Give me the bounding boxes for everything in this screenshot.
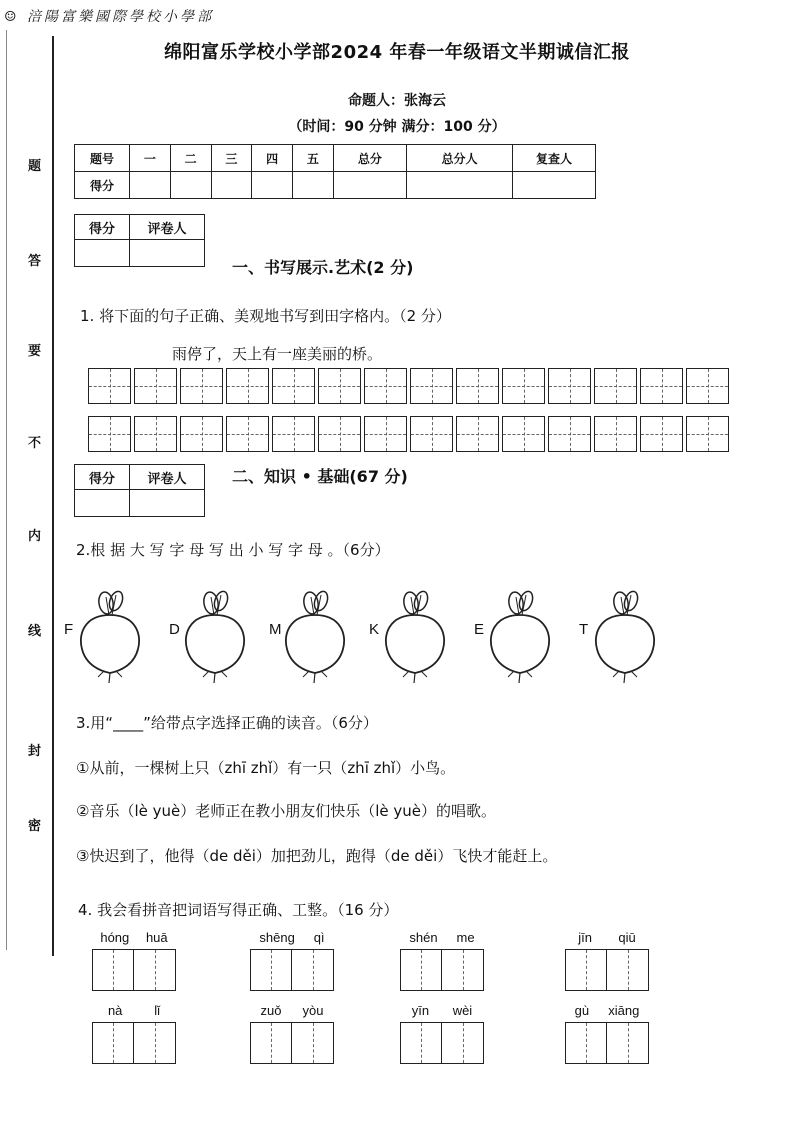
writing-box-cell[interactable]: [442, 1022, 484, 1064]
pinyin-syllable: shēng: [259, 930, 295, 945]
grader-score-label: 得分: [75, 465, 130, 490]
score-header-cell: 一: [130, 145, 171, 172]
writing-box-cell[interactable]: [292, 949, 334, 991]
pinyin-label: [92, 930, 176, 945]
tianzige-cell[interactable]: [410, 416, 453, 452]
setter-line: 命题人：张海云: [348, 93, 446, 109]
tianzige-cell[interactable]: [640, 416, 683, 452]
score-cell[interactable]: [130, 172, 171, 199]
binding-edge-line: [6, 30, 7, 950]
grader-table-1: [74, 214, 205, 267]
score-table-score-row: [75, 172, 596, 199]
pinyin-label: [400, 930, 484, 945]
margin-char: 要: [28, 344, 42, 359]
pinyin-syllable: qì: [313, 930, 325, 945]
score-header-cell: 二: [170, 145, 211, 172]
radish-icon[interactable]: [486, 585, 576, 685]
pinyin-syllable: jīn: [578, 930, 592, 945]
tianzige-cell[interactable]: [272, 416, 315, 452]
grader-name-cell[interactable]: [130, 490, 205, 517]
pinyin-word-item: [565, 1003, 649, 1064]
radish-icon[interactable]: [591, 585, 681, 685]
writing-box-cell[interactable]: [607, 1022, 649, 1064]
writing-box-cell[interactable]: [250, 949, 292, 991]
pinyin-syllable: lǐ: [154, 1003, 161, 1018]
tianzige-cell[interactable]: [502, 416, 545, 452]
question-3: 3.用“____”给带点字选择正确的读音。（6分）: [76, 714, 378, 732]
tianzige-cell[interactable]: [594, 416, 637, 452]
score-header-cell: 复查人: [513, 145, 596, 172]
score-cell[interactable]: [407, 172, 513, 199]
uppercase-letter: T: [579, 621, 589, 638]
section-2-title: 二、知识 • 基础(67 分): [232, 467, 408, 486]
score-header-cell: 总分: [333, 145, 406, 172]
margin-char: 题: [28, 159, 42, 174]
question-3-item-3: ③快迟到了，他得（de děi）加把劲儿，跑得（de děi）飞快才能赶上。: [76, 847, 558, 865]
section-1-title: 一、书写展示.艺术(2 分): [232, 258, 414, 277]
score-cell[interactable]: [170, 172, 211, 199]
writing-box-cell[interactable]: [400, 949, 442, 991]
tianzige-cell[interactable]: [272, 368, 315, 404]
tianzige-cell[interactable]: [364, 416, 407, 452]
radish-item: [575, 585, 685, 685]
radish-item: [265, 585, 375, 685]
question-4: 4. 我会看拼音把词语写得正确、工整。（16 分）: [78, 901, 399, 919]
question-3-item-1: ①从前，一棵树上只（zhī zhǐ）有一只（zhī zhǐ）小鸟。: [76, 759, 456, 777]
binding-line: [52, 36, 54, 956]
tianzige-cell[interactable]: [456, 368, 499, 404]
tianzige-cell[interactable]: [88, 368, 131, 404]
grader-table-2: [74, 464, 205, 517]
tianzige-cell[interactable]: [456, 416, 499, 452]
score-cell[interactable]: [513, 172, 596, 199]
pinyin-word-item: [400, 930, 484, 991]
radish-item: [470, 585, 580, 685]
pinyin-label: [250, 930, 334, 945]
uppercase-letter: M: [269, 621, 282, 638]
tianzige-cell[interactable]: [180, 368, 223, 404]
tianzige-cell[interactable]: [548, 368, 591, 404]
question-3-item-2: ②音乐（lè yuè）老师正在教小朋友们快乐（lè yuè）的唱歌。: [76, 802, 497, 820]
tianzige-cell[interactable]: [318, 416, 361, 452]
grader-name-label: 评卷人: [130, 215, 205, 240]
score-table-header-row: [75, 145, 596, 172]
score-header-cell: 总分人: [407, 145, 513, 172]
margin-char: 答: [28, 254, 42, 269]
pinyin-word-item: [250, 1003, 334, 1064]
pinyin-syllable: me: [456, 930, 475, 945]
question-2: 2.根 据 大 写 字 母 写 出 小 写 字 母 。（6分）: [76, 541, 390, 559]
tianzige-cell[interactable]: [686, 416, 729, 452]
writing-box-cell[interactable]: [400, 1022, 442, 1064]
school-brand-handwriting: [4, 6, 214, 26]
writing-box-cell[interactable]: [134, 949, 176, 991]
writing-box-pair: [565, 1022, 649, 1064]
writing-box-pair: [250, 1022, 334, 1064]
radish-icon[interactable]: [381, 585, 471, 685]
tianzige-cell[interactable]: [686, 368, 729, 404]
radish-item: [60, 585, 170, 685]
tianzige-cell[interactable]: [134, 416, 177, 452]
writing-box-cell[interactable]: [565, 1022, 607, 1064]
writing-box-cell[interactable]: [607, 949, 649, 991]
radish-icon[interactable]: [76, 585, 166, 685]
writing-box-pair: [92, 949, 176, 991]
writing-box-pair: [92, 1022, 176, 1064]
pinyin-syllable: xiāng: [608, 1003, 640, 1018]
writing-box-cell[interactable]: [92, 949, 134, 991]
writing-box-cell[interactable]: [250, 1022, 292, 1064]
pinyin-word-item: [565, 930, 649, 991]
margin-char: 封: [28, 744, 42, 759]
writing-box-cell[interactable]: [134, 1022, 176, 1064]
pinyin-syllable: hóng: [100, 930, 130, 945]
radish-icon[interactable]: [181, 585, 271, 685]
radish-row: [60, 585, 760, 695]
margin-char: 密: [28, 819, 42, 834]
pinyin-syllable: zuǒ: [260, 1003, 282, 1018]
tianzige-cell[interactable]: [88, 416, 131, 452]
pinyin-word-item: [92, 930, 176, 991]
writing-box-pair: [400, 1022, 484, 1064]
page-title: 绵阳富乐学校小学部2024 年春一年级语文半期诚信汇报: [164, 42, 630, 63]
tianzige-row-2: [88, 416, 729, 452]
radish-item: [165, 585, 275, 685]
pinyin-syllable: huā: [145, 930, 168, 945]
score-cell[interactable]: [252, 172, 293, 199]
writing-box-cell[interactable]: [292, 1022, 334, 1064]
score-cell[interactable]: [211, 172, 252, 199]
brand-text: 涪陽富樂國際學校小學部: [27, 9, 215, 25]
writing-box-pair: [565, 949, 649, 991]
score-header-cell: 三: [211, 145, 252, 172]
pinyin-word-item: [92, 1003, 176, 1064]
grader-score-cell[interactable]: [75, 490, 130, 517]
tianzige-cell[interactable]: [134, 368, 177, 404]
grader-name-label: 评卷人: [130, 465, 205, 490]
pinyin-label: [92, 1003, 176, 1018]
question-1-sentence: 雨停了，天上有一座美丽的桥。: [172, 345, 383, 363]
uppercase-letter: F: [64, 621, 74, 638]
margin-char: 线: [28, 624, 42, 639]
pinyin-syllable: qiū: [618, 930, 636, 945]
tianzige-cell[interactable]: [548, 416, 591, 452]
time-info: （时间：90 分钟 满分：100 分）: [288, 119, 506, 135]
grader-name-cell[interactable]: [130, 240, 205, 267]
question-1: 1. 将下面的句子正确、美观地书写到田字格内。（2 分）: [80, 307, 451, 325]
writing-box-pair: [250, 949, 334, 991]
score-row-label: 得分: [75, 172, 130, 199]
score-header-cell: 题号: [75, 145, 130, 172]
pinyin-syllable: nà: [107, 1003, 123, 1018]
pinyin-syllable: yīn: [411, 1003, 430, 1018]
pinyin-syllable: yòu: [302, 1003, 324, 1018]
tianzige-cell[interactable]: [640, 368, 683, 404]
tianzige-cell[interactable]: [594, 368, 637, 404]
grader-score-label: 得分: [75, 215, 130, 240]
pinyin-syllable: shén: [409, 930, 438, 945]
grader-score-cell[interactable]: [75, 240, 130, 267]
writing-box-pair: [400, 949, 484, 991]
score-header-cell: 四: [252, 145, 293, 172]
margin-char: 内: [28, 529, 42, 544]
pinyin-word-item: [250, 930, 334, 991]
smile-icon: ☺: [4, 9, 20, 25]
score-cell[interactable]: [293, 172, 334, 199]
tianzige-cell[interactable]: [502, 368, 545, 404]
writing-box-cell[interactable]: [92, 1022, 134, 1064]
uppercase-letter: K: [369, 621, 380, 638]
pinyin-syllable: wèi: [452, 1003, 473, 1018]
writing-box-cell[interactable]: [442, 949, 484, 991]
pinyin-label: [400, 1003, 484, 1018]
tianzige-cell[interactable]: [226, 416, 269, 452]
score-header-cell: 五: [293, 145, 334, 172]
score-table: [74, 144, 596, 199]
tianzige-cell[interactable]: [226, 368, 269, 404]
radish-item: [365, 585, 475, 685]
pinyin-label: [565, 1003, 649, 1018]
tianzige-row-1: [88, 368, 729, 404]
tianzige-cell[interactable]: [318, 368, 361, 404]
pinyin-word-item: [400, 1003, 484, 1064]
tianzige-cell[interactable]: [410, 368, 453, 404]
margin-char: 不: [28, 436, 42, 451]
uppercase-letter: D: [169, 621, 180, 638]
uppercase-letter: E: [474, 621, 485, 638]
writing-box-cell[interactable]: [565, 949, 607, 991]
pinyin-syllable: gù: [574, 1003, 590, 1018]
tianzige-cell[interactable]: [364, 368, 407, 404]
radish-icon[interactable]: [281, 585, 371, 685]
pinyin-label: [565, 930, 649, 945]
tianzige-cell[interactable]: [180, 416, 223, 452]
score-cell[interactable]: [333, 172, 406, 199]
pinyin-label: [250, 1003, 334, 1018]
